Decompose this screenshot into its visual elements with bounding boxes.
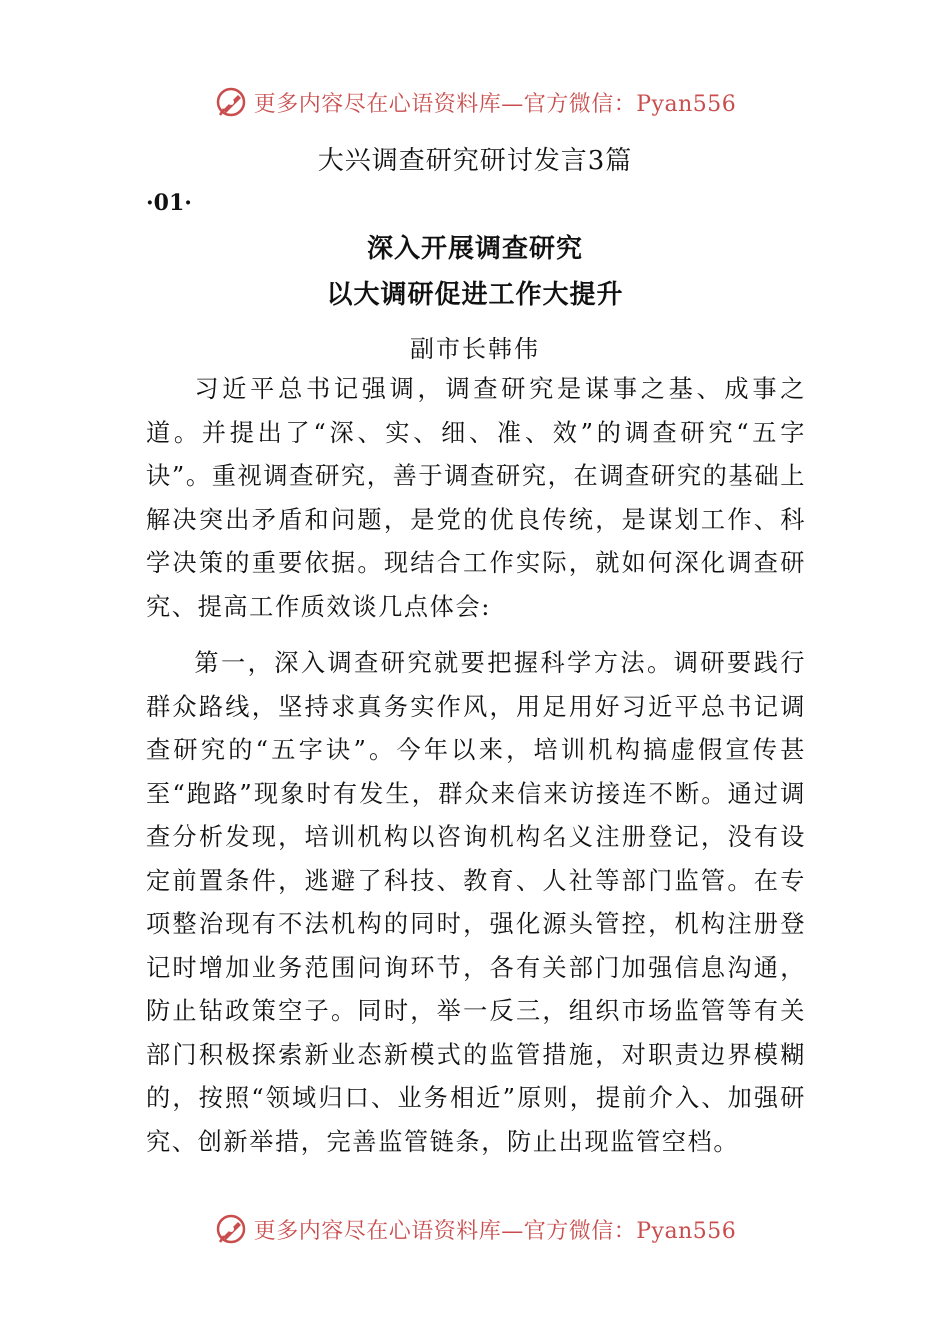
author-line: 副市长韩伟 bbox=[410, 335, 540, 363]
pen-logo-icon bbox=[214, 85, 248, 119]
pen-logo-icon bbox=[214, 1212, 248, 1246]
watermark-text: 更多内容尽在心语资料库—官方微信：Pyan556 bbox=[253, 91, 737, 117]
section-number: ·01· bbox=[146, 190, 192, 216]
body-paragraph-2: 第一，深入调查研究就要把握科学方法。调研要践行群众路线，坚持求真务实作风，用足用好习近平总书记调查研究的“五字诀”。今年以来，培训机构搞虚假宣传甚至“跑路”现象时有发生，群众来信来访接连不断。通过调查分析发现，培训机构以咨询机构名义注册登记，没有设定前置条件，逃避了科技、教育、人社等部门监管。在专项整治现有不法机构的同时，强化源头管控，机构注册登记时增加业务范围问询环节，各有关部门加强信息沟通，防止钻政策空子。同时，举一反三，组织市场监管等有关部门积极探索新业态新模式的监管措施，对职责边界模糊的，按照“领域归口、业务相近”原则，提前介入、加强研究、创新举措，完善监管链条，防止出现监管空档。 bbox=[146, 649, 806, 1156]
headline-line-1: 深入开展调查研究 bbox=[366, 234, 583, 264]
watermark-text: 更多内容尽在心语资料库—官方微信：Pyan556 bbox=[253, 1218, 737, 1244]
watermark-footer bbox=[0, 1209, 950, 1249]
watermark-header bbox=[0, 82, 950, 122]
headline-line-2: 以大调研促进工作大提升 bbox=[326, 280, 624, 310]
document-title: 大兴调查研究研讨发言3篇 bbox=[317, 146, 633, 176]
body-paragraph-1: 习近平总书记强调，调查研究是谋事之基、成事之道。并提出了“深、实、细、准、效”的调查研究“五字诀”。重视调查研究，善于调查研究，在调查研究的基础上解决突出矛盾和问题，是党的优良传统，是谋划工作、科学决策的重要依据。现结合工作实际，就如何深化调查研究、提高工作质效谈几点体会: bbox=[146, 375, 806, 621]
